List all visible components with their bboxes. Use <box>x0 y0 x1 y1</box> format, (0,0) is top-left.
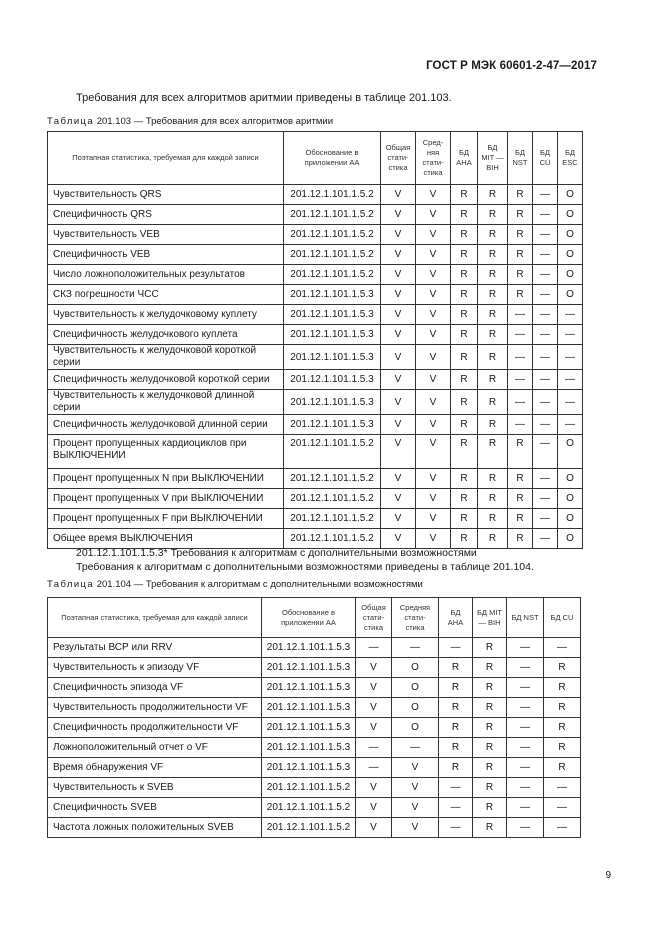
cell-aha: R <box>451 325 478 345</box>
table1-caption <box>47 116 333 127</box>
cell-nst: — <box>507 738 544 758</box>
table-row <box>48 265 583 285</box>
row-stat-name: Частота ложных положительных SVEB <box>48 818 262 838</box>
table1-header-cu: БД CU <box>533 132 558 185</box>
cell-cu: — <box>533 469 558 489</box>
table-row <box>48 185 583 205</box>
cell-mit: R <box>478 325 508 345</box>
cell-nst: — <box>507 678 544 698</box>
table1-header-nst: БД NST <box>508 132 533 185</box>
cell-nst: — <box>507 658 544 678</box>
table-row <box>48 658 581 678</box>
cell-basis: 201.12.1.101.1.5.2 <box>284 185 381 205</box>
cell-cu: — <box>544 818 581 838</box>
row-stat-name: Число ложноположительных результатов <box>48 265 284 285</box>
cell-cu: — <box>533 265 558 285</box>
table-row <box>48 489 583 509</box>
table-row <box>48 509 583 529</box>
cell-aha: R <box>451 245 478 265</box>
cell-nst: R <box>508 509 533 529</box>
cell-cu: R <box>544 718 581 738</box>
cell-mean: V <box>416 265 451 285</box>
section-text: Требования к алгоритмам с дополнительными возможностями приведены в таблице 201.104. <box>76 561 534 573</box>
table1-header-mit: БД MIT — BIH <box>478 132 508 185</box>
cell-overall: V <box>381 225 416 245</box>
cell-mit: R <box>478 509 508 529</box>
cell-overall: V <box>356 798 392 818</box>
table2-header-stat: Поэтапная статистика, требуемая для каждой записи <box>48 598 262 638</box>
cell-cu: R <box>544 658 581 678</box>
cell-mean: V <box>416 325 451 345</box>
cell-mit: R <box>478 415 508 435</box>
table-row <box>48 415 583 435</box>
cell-mean: V <box>416 509 451 529</box>
cell-nst: — <box>507 818 544 838</box>
cell-mit: R <box>478 435 508 469</box>
cell-cu: — <box>533 390 558 415</box>
table2-header-mean: Средняя стати-стика <box>392 598 439 638</box>
row-stat-name: СКЗ погрешности ЧСС <box>48 285 284 305</box>
cell-mit: R <box>478 205 508 225</box>
cell-basis: 201.12.1.101.1.5.2 <box>284 509 381 529</box>
row-stat-name: Чувствительность VEB <box>48 225 284 245</box>
cell-esc: O <box>558 469 583 489</box>
cell-aha: R <box>451 415 478 435</box>
cell-cu: — <box>533 245 558 265</box>
row-stat-name: Процент пропущенных N при ВЫКЛЮЧЕНИИ <box>48 469 284 489</box>
cell-cu: — <box>533 370 558 390</box>
cell-nst: — <box>507 758 544 778</box>
cell-mit: R <box>473 758 507 778</box>
cell-mit: R <box>473 778 507 798</box>
cell-overall: V <box>381 325 416 345</box>
cell-cu: — <box>533 435 558 469</box>
cell-basis: 201.12.1.101.1.5.2 <box>284 469 381 489</box>
cell-mean: V <box>416 245 451 265</box>
cell-mit: R <box>478 529 508 549</box>
cell-nst: — <box>508 390 533 415</box>
cell-mit: R <box>478 345 508 370</box>
cell-aha: R <box>439 658 473 678</box>
cell-overall: V <box>356 818 392 838</box>
row-stat-name: Специфичность желудочковой короткой серии <box>48 370 284 390</box>
cell-mean: — <box>392 738 439 758</box>
cell-mit: R <box>478 265 508 285</box>
cell-basis: 201.12.1.101.1.5.3 <box>284 390 381 415</box>
cell-mit: R <box>478 305 508 325</box>
row-stat-name: Процент пропущенных F при ВЫКЛЮЧЕНИИ <box>48 509 284 529</box>
cell-overall: V <box>381 185 416 205</box>
cell-esc: O <box>558 529 583 549</box>
cell-aha: R <box>451 205 478 225</box>
cell-cu: — <box>533 489 558 509</box>
table-201-104 <box>47 597 581 838</box>
cell-basis: 201.12.1.101.1.5.2 <box>284 245 381 265</box>
cell-nst: R <box>508 435 533 469</box>
cell-basis: 201.12.1.101.1.5.2 <box>262 798 356 818</box>
cell-nst: R <box>508 225 533 245</box>
intro-text: Требования для всех алгоритмов аритмии приведены в таблице 201.103. <box>76 92 452 104</box>
cell-cu: — <box>544 798 581 818</box>
cell-aha: — <box>439 778 473 798</box>
table2-header-nst: БД NST <box>507 598 544 638</box>
table-row <box>48 678 581 698</box>
cell-esc: O <box>558 265 583 285</box>
cell-basis: 201.12.1.101.1.5.3 <box>262 678 356 698</box>
cell-aha: — <box>439 638 473 658</box>
cell-nst: — <box>507 778 544 798</box>
row-stat-name: Чувствительность к эпизоду VF <box>48 658 262 678</box>
cell-mean: V <box>392 758 439 778</box>
cell-overall: V <box>381 489 416 509</box>
row-stat-name: Чувствительность к SVEB <box>48 778 262 798</box>
section-heading: 201.12.1.101.1.5.3* Требования к алгоритмам с дополнительными возможностями <box>76 547 477 559</box>
cell-cu: — <box>533 509 558 529</box>
cell-mit: R <box>478 370 508 390</box>
cell-overall: V <box>381 345 416 370</box>
cell-mean: O <box>392 698 439 718</box>
cell-mit: R <box>478 489 508 509</box>
row-stat-name: Специфичность желудочковой длинной серии <box>48 415 284 435</box>
cell-esc: O <box>558 285 583 305</box>
cell-mean: V <box>416 225 451 245</box>
row-stat-name: Время обнаружения VF <box>48 758 262 778</box>
cell-mean: V <box>416 529 451 549</box>
cell-esc: — <box>558 345 583 370</box>
table2-header-overall: Общая стати-стика <box>356 598 392 638</box>
cell-overall: V <box>381 305 416 325</box>
row-stat-name: Процент пропущенных кардиоциклов при ВЫКЛЮЧЕНИИ <box>48 435 284 469</box>
cell-overall: V <box>381 245 416 265</box>
cell-mean: V <box>416 305 451 325</box>
cell-aha: R <box>439 758 473 778</box>
cell-nst: R <box>508 489 533 509</box>
cell-mean: V <box>416 469 451 489</box>
cell-basis: 201.12.1.101.1.5.3 <box>284 370 381 390</box>
cell-mean: V <box>392 778 439 798</box>
cell-overall: V <box>381 265 416 285</box>
row-stat-name: Чувствительность к желудочковому куплету <box>48 305 284 325</box>
cell-mit: R <box>478 390 508 415</box>
cell-nst: R <box>508 469 533 489</box>
table1-header-stat: Поэтапная статистика, требуемая для каждой записи <box>48 132 284 185</box>
cell-overall: V <box>381 469 416 489</box>
table-row <box>48 205 583 225</box>
row-stat-name: Чувствительность продолжительности VF <box>48 698 262 718</box>
row-stat-name: Общее время ВЫКЛЮЧЕНИЯ <box>48 529 284 549</box>
row-stat-name: Специфичность эпизода VF <box>48 678 262 698</box>
cell-cu: — <box>533 305 558 325</box>
cell-esc: O <box>558 489 583 509</box>
cell-aha: R <box>451 185 478 205</box>
cell-nst: — <box>508 305 533 325</box>
cell-mean: V <box>416 390 451 415</box>
cell-cu: — <box>533 529 558 549</box>
cell-overall: V <box>356 678 392 698</box>
cell-mit: R <box>478 185 508 205</box>
cell-mean: V <box>416 205 451 225</box>
cell-overall: V <box>356 778 392 798</box>
cell-aha: R <box>451 469 478 489</box>
table2-header-aha: БД AHA <box>439 598 473 638</box>
cell-aha: R <box>451 305 478 325</box>
cell-mit: R <box>473 738 507 758</box>
cell-esc: — <box>558 370 583 390</box>
cell-overall: V <box>381 390 416 415</box>
cell-esc: O <box>558 205 583 225</box>
cell-mean: V <box>416 489 451 509</box>
cell-basis: 201.12.1.101.1.5.2 <box>284 225 381 245</box>
table1-header-row <box>48 132 583 185</box>
cell-aha: R <box>451 489 478 509</box>
cell-cu: R <box>544 698 581 718</box>
cell-nst: — <box>508 415 533 435</box>
table-row <box>48 305 583 325</box>
cell-aha: R <box>451 390 478 415</box>
table-row <box>48 469 583 489</box>
cell-aha: R <box>451 265 478 285</box>
cell-mean: O <box>392 658 439 678</box>
row-stat-name: Специфичность продолжительности VF <box>48 718 262 738</box>
cell-basis: 201.12.1.101.1.5.2 <box>262 778 356 798</box>
table-row <box>48 285 583 305</box>
cell-aha: R <box>439 718 473 738</box>
cell-esc: O <box>558 225 583 245</box>
cell-aha: R <box>451 509 478 529</box>
row-stat-name: Специфичность QRS <box>48 205 284 225</box>
cell-mit: R <box>478 225 508 245</box>
cell-basis: 201.12.1.101.1.5.3 <box>284 415 381 435</box>
row-stat-name: Результаты ВСР или RRV <box>48 638 262 658</box>
row-stat-name: Чувствительность QRS <box>48 185 284 205</box>
cell-nst: R <box>508 245 533 265</box>
table-row <box>48 638 581 658</box>
table2-header-mit: БД MIT — BIH <box>473 598 507 638</box>
cell-mean: V <box>416 415 451 435</box>
cell-basis: 201.12.1.101.1.5.2 <box>284 529 381 549</box>
table2-caption-prefix: Таблица <box>47 579 95 590</box>
cell-esc: — <box>558 390 583 415</box>
cell-cu: — <box>533 225 558 245</box>
table-row <box>48 798 581 818</box>
row-stat-name: Специфичность SVEB <box>48 798 262 818</box>
cell-overall: V <box>356 698 392 718</box>
cell-aha: — <box>439 818 473 838</box>
cell-mit: R <box>478 245 508 265</box>
cell-nst: — <box>507 638 544 658</box>
cell-cu: — <box>533 345 558 370</box>
table-row <box>48 758 581 778</box>
cell-esc: O <box>558 509 583 529</box>
table2-caption-text: 201.104 — Требования к алгоритмам с дополнительными возможностями <box>96 579 423 590</box>
row-stat-name: Чувствительность к желудочковой короткой серии <box>48 345 284 370</box>
cell-nst: R <box>508 265 533 285</box>
table-row <box>48 390 583 415</box>
cell-basis: 201.12.1.101.1.5.2 <box>284 489 381 509</box>
cell-aha: R <box>451 370 478 390</box>
cell-mean: V <box>416 285 451 305</box>
cell-mean: V <box>392 818 439 838</box>
cell-nst: R <box>508 205 533 225</box>
cell-esc: — <box>558 305 583 325</box>
cell-mit: R <box>473 678 507 698</box>
cell-cu: — <box>533 415 558 435</box>
cell-aha: — <box>439 798 473 818</box>
row-stat-name: Специфичность VEB <box>48 245 284 265</box>
cell-aha: R <box>451 345 478 370</box>
cell-nst: — <box>508 345 533 370</box>
cell-mit: R <box>473 718 507 738</box>
cell-cu: — <box>544 638 581 658</box>
cell-cu: R <box>544 738 581 758</box>
table1-header-basis: Обоснование в приложении АА <box>284 132 381 185</box>
cell-nst: R <box>508 285 533 305</box>
cell-esc: — <box>558 415 583 435</box>
row-stat-name: Специфичность желудочкового куплета <box>48 325 284 345</box>
cell-aha: R <box>439 738 473 758</box>
cell-cu: — <box>533 185 558 205</box>
cell-mit: R <box>473 818 507 838</box>
cell-mean: V <box>416 435 451 469</box>
cell-basis: 201.12.1.101.1.5.3 <box>262 698 356 718</box>
cell-basis: 201.12.1.101.1.5.3 <box>262 638 356 658</box>
table1-caption-text: 201.103 — Требования для всех алгоритмов аритмии <box>96 116 334 127</box>
cell-nst: — <box>508 325 533 345</box>
table1-header-mean: Сред-няя стати-стика <box>416 132 451 185</box>
cell-mit: R <box>473 658 507 678</box>
cell-overall: V <box>356 718 392 738</box>
cell-basis: 201.12.1.101.1.5.3 <box>262 658 356 678</box>
cell-nst: R <box>508 529 533 549</box>
cell-overall: V <box>381 285 416 305</box>
cell-mean: V <box>392 798 439 818</box>
table-row <box>48 818 581 838</box>
table-row <box>48 718 581 738</box>
cell-overall: V <box>381 529 416 549</box>
cell-basis: 201.12.1.101.1.5.2 <box>262 818 356 838</box>
section-201-12-1-101-1-5-3 <box>76 546 534 574</box>
cell-nst: — <box>507 698 544 718</box>
cell-overall: V <box>381 435 416 469</box>
row-stat-name: Ложноположительный отчет о VF <box>48 738 262 758</box>
cell-esc: O <box>558 245 583 265</box>
cell-mean: V <box>416 185 451 205</box>
table-row <box>48 778 581 798</box>
cell-nst: — <box>508 370 533 390</box>
cell-overall: — <box>356 758 392 778</box>
cell-esc: — <box>558 325 583 345</box>
cell-mean: V <box>416 370 451 390</box>
cell-cu: — <box>544 778 581 798</box>
cell-overall: — <box>356 638 392 658</box>
cell-mit: R <box>478 285 508 305</box>
cell-cu: R <box>544 758 581 778</box>
cell-basis: 201.12.1.101.1.5.3 <box>262 738 356 758</box>
table-row <box>48 370 583 390</box>
table-row <box>48 245 583 265</box>
cell-overall: V <box>356 658 392 678</box>
table-row <box>48 698 581 718</box>
cell-nst: — <box>507 718 544 738</box>
cell-basis: 201.12.1.101.1.5.3 <box>284 285 381 305</box>
cell-mit: R <box>473 698 507 718</box>
cell-basis: 201.12.1.101.1.5.3 <box>284 325 381 345</box>
cell-basis: 201.12.1.101.1.5.2 <box>284 205 381 225</box>
page-number: 9 <box>605 870 611 881</box>
cell-nst: R <box>508 185 533 205</box>
cell-mit: R <box>473 638 507 658</box>
table2-caption <box>47 579 423 590</box>
cell-mean: — <box>392 638 439 658</box>
table-row <box>48 435 583 469</box>
table-row <box>48 225 583 245</box>
table-201-103 <box>47 131 583 549</box>
standard-code: ГОСТ Р МЭК 60601-2-47—2017 <box>426 60 597 72</box>
table1-caption-prefix: Таблица <box>47 116 95 127</box>
row-stat-name: Процент пропущенных V при ВЫКЛЮЧЕНИИ <box>48 489 284 509</box>
cell-basis: 201.12.1.101.1.5.3 <box>284 305 381 325</box>
table2-header-cu: БД CU <box>544 598 581 638</box>
cell-mean: V <box>416 345 451 370</box>
row-stat-name: Чувствительность к желудочковой длинной серии <box>48 390 284 415</box>
cell-esc: O <box>558 185 583 205</box>
cell-basis: 201.12.1.101.1.5.2 <box>284 265 381 285</box>
table2-header-basis: Обоснование в приложении АА <box>262 598 356 638</box>
cell-aha: R <box>451 529 478 549</box>
table-row <box>48 325 583 345</box>
cell-overall: V <box>381 509 416 529</box>
cell-nst: — <box>507 798 544 818</box>
cell-overall: — <box>356 738 392 758</box>
cell-basis: 201.12.1.101.1.5.3 <box>284 345 381 370</box>
cell-basis: 201.12.1.101.1.5.3 <box>262 718 356 738</box>
cell-mean: O <box>392 718 439 738</box>
cell-aha: R <box>451 285 478 305</box>
cell-aha: R <box>439 698 473 718</box>
cell-cu: — <box>533 205 558 225</box>
cell-mit: R <box>473 798 507 818</box>
cell-mean: O <box>392 678 439 698</box>
cell-basis: 201.12.1.101.1.5.2 <box>284 435 381 469</box>
table-row <box>48 345 583 370</box>
cell-overall: V <box>381 370 416 390</box>
table1-header-esc: БД ESC <box>558 132 583 185</box>
cell-cu: — <box>533 285 558 305</box>
cell-aha: R <box>439 678 473 698</box>
cell-cu: — <box>533 325 558 345</box>
table-row <box>48 738 581 758</box>
table1-header-aha: БД AHA <box>451 132 478 185</box>
cell-overall: V <box>381 205 416 225</box>
table2-header-row <box>48 598 581 638</box>
cell-aha: R <box>451 225 478 245</box>
cell-basis: 201.12.1.101.1.5.3 <box>262 758 356 778</box>
table1-header-overall: Общая стати-стика <box>381 132 416 185</box>
cell-cu: R <box>544 678 581 698</box>
cell-aha: R <box>451 435 478 469</box>
cell-mit: R <box>478 469 508 489</box>
cell-esc: O <box>558 435 583 469</box>
cell-overall: V <box>381 415 416 435</box>
